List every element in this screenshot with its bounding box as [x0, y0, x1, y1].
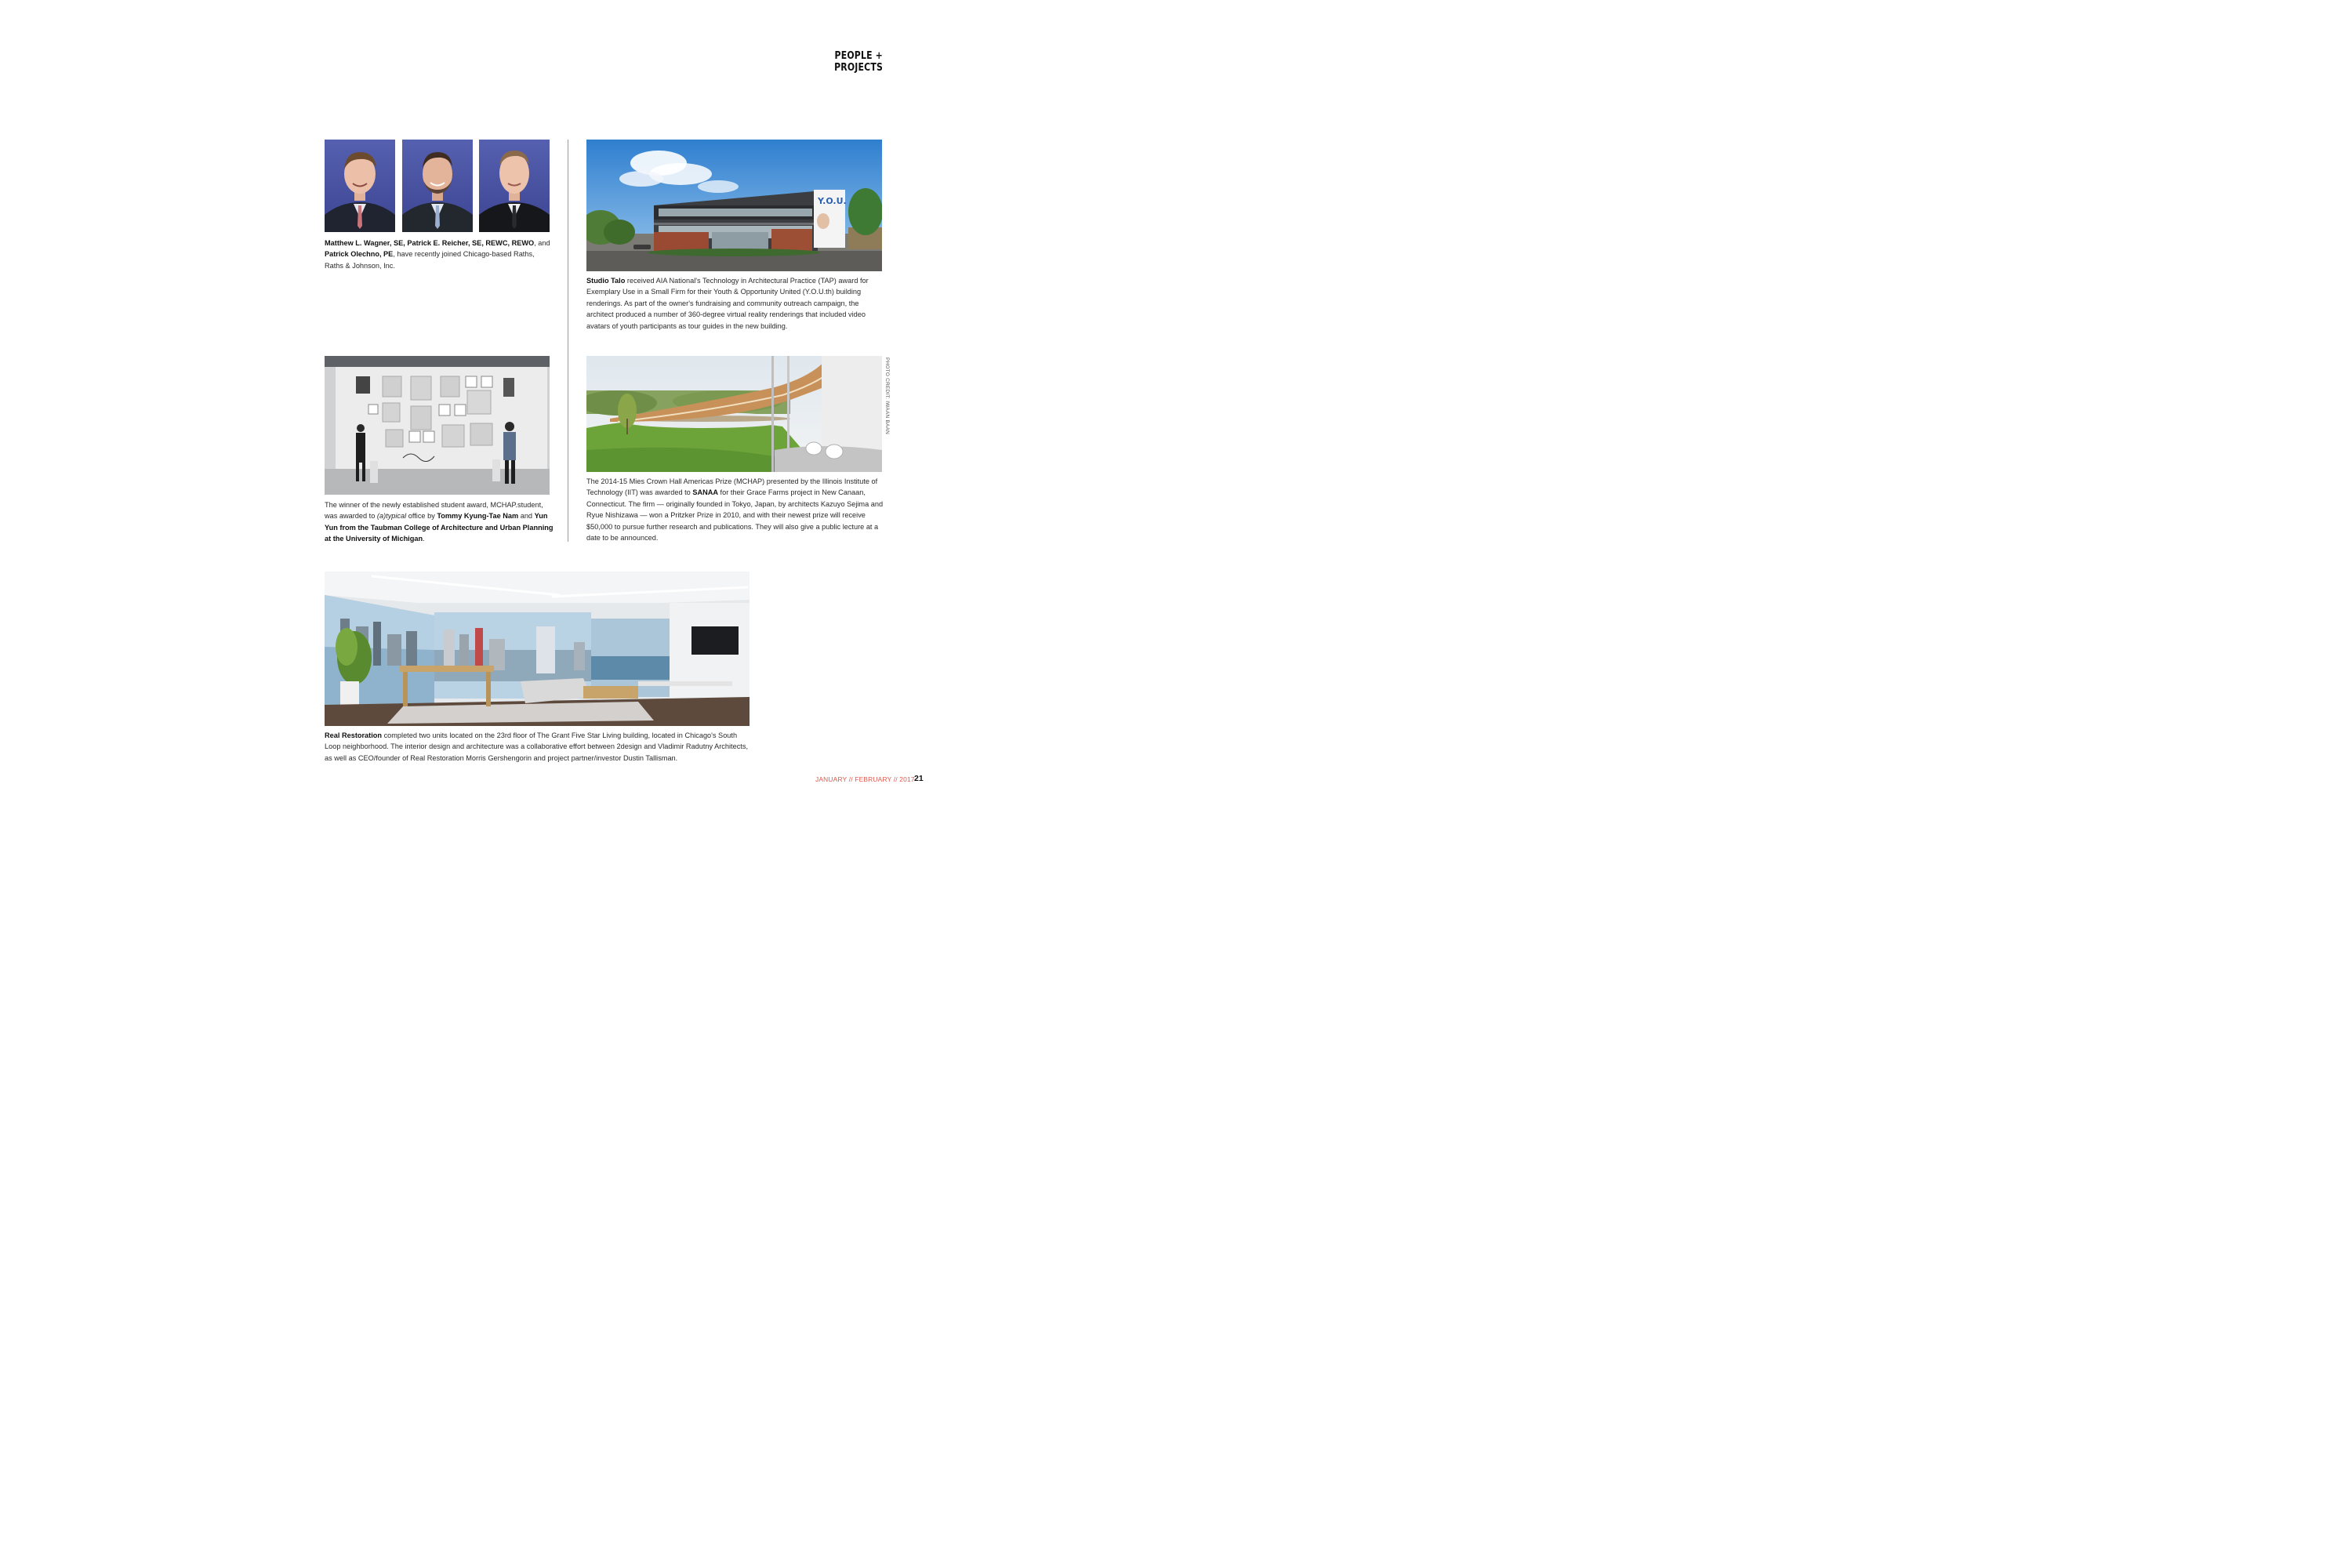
youth-building-rendering	[586, 140, 882, 271]
issue-date: JANUARY // FEBRUARY // 2017	[815, 775, 915, 783]
mchap-student-caption	[325, 499, 554, 545]
student-exhibition-photo	[325, 356, 550, 495]
caption-text: received AIA National's Technology in Architectural Practice (TAP) award for Exemplary Use in a Small Firm for their Youth & Opportunity United (Y.O.U.th) building renderings. As part of the owner's fundraising and community outreach campaign, the architect produced a number of 360-degree virtual reality renderings that included video avatars of youth participants as tour guides in the new building.	[586, 277, 869, 330]
caption-name-bold: Studio Talo	[586, 277, 626, 285]
caption-text: completed two units located on the 23rd floor of The Grant Five Star Living building, located in Chicago's South Loop neighborhood. The interior design and architecture was a collaborative effort between 2design and Vladimir Radutny Architects, as well as CEO/founder of Real Restoration Morris Gershengorin and project partner/investor Dustin Tallisman.	[325, 731, 749, 762]
caption-text: for their Grace Farms project in New Canaan, Connecticut. The firm — originally founded in Tokyo, Japan, by architects Kazuyo Sejima and Ryue Nishizawa — won a Pritzker Prize in 2010, and with their newest prize will receive $50,000 to pursue further research and publications. They will also give a public lecture at a date to be announced.	[586, 488, 884, 543]
caption-text: The winner of the newly established student award, MCHAP.student, was awarded to	[325, 501, 543, 521]
caption-name-bold: Yun Yun from the Taubman College of Architecture and Urban Planning at the University of Michigan	[325, 512, 554, 543]
caption-name-bold: Patrick Olechno, PE	[325, 250, 394, 259]
caption-italic: (a)typical	[376, 512, 407, 521]
caption-text: , and	[534, 239, 550, 247]
photo-credit: PHOTO CREDIT: IWAAN BAAN	[884, 358, 890, 435]
page-number: 21	[914, 774, 924, 783]
sanaa-caption	[586, 476, 884, 543]
caption-name-bold: Real Restoration	[325, 731, 383, 739]
interior-rendering	[325, 572, 750, 726]
grace-farms-photo	[586, 356, 882, 472]
caption-name-bold: Tommy Kyung-Tae Nam	[437, 512, 519, 521]
you-sign-text: Y.O.U.	[818, 196, 847, 206]
caption-name-bold: SANAA	[692, 488, 718, 497]
headshot-photo-1	[325, 140, 395, 232]
headshot-photo-2	[402, 140, 473, 232]
caption-text: , have recently joined Chicago-based Raths, Raths & Johnson, Inc.	[325, 250, 535, 270]
caption-text: and	[518, 512, 535, 521]
caption-name-bold: Matthew L. Wagner, SE, Patrick E. Reicher, SE, REWC, REWO	[325, 239, 535, 247]
caption-text: office by	[406, 512, 437, 521]
section-title: PEOPLE + PROJECTS	[834, 50, 883, 74]
caption-text: .	[423, 535, 425, 543]
caption-text: The 2014-15 Mies Crown Hall Americas Prize (MCHAP) presented by the Illinois Institute of Technology (IIT) was awarded to	[586, 477, 878, 497]
studio-talo-caption	[586, 275, 883, 332]
headshots-caption	[325, 238, 554, 271]
headshot-photo-3	[479, 140, 550, 232]
real-restoration-caption	[325, 730, 754, 764]
